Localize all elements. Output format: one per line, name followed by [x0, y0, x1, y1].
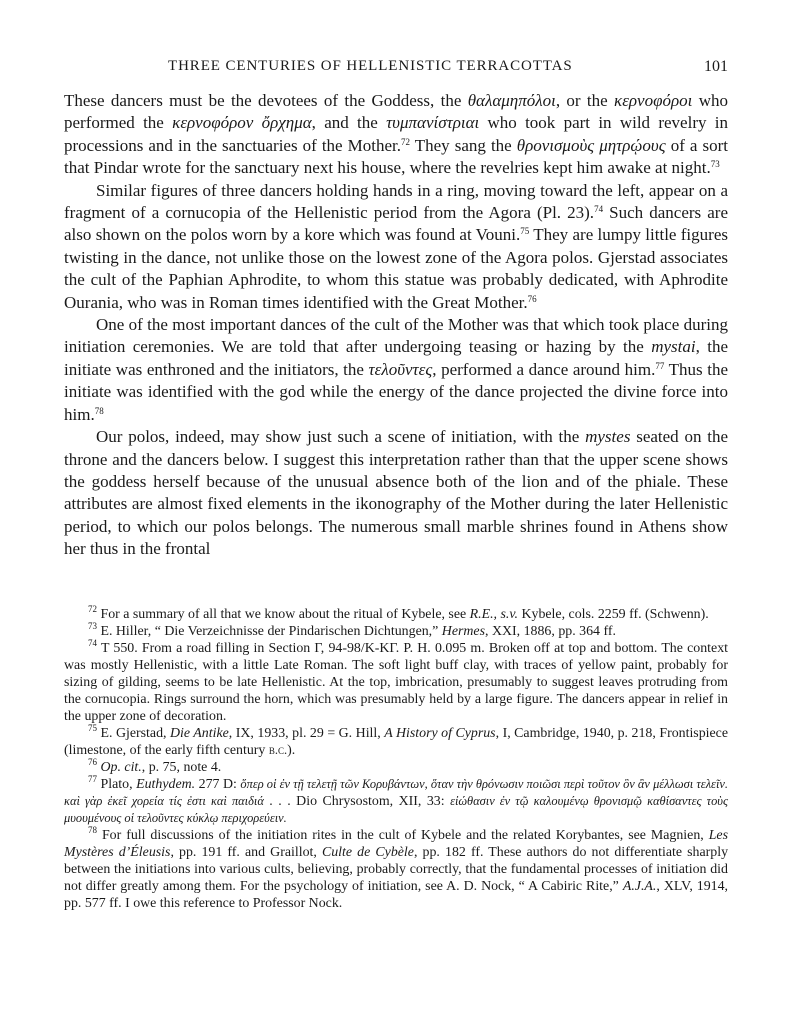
- footnote-number: 73: [88, 621, 97, 631]
- footnote-77: $^{77}$ Plato, Euthydem. 277 D: ὅπερ οἱ ἐν τῇ τελετῇ τῶν Κορυβάντων, ὅταν τὴν θρόνωσιν ποιῶσι περὶ τοῦτον ὃν ἂν μέλλωσι τελεῖν. καὶ γὰρ ἐκεῖ χορεία τίς ἐστι καὶ παιδιά . . . Dio Chrysostom, XII, 33: εἰώθασιν ἐν τῷ καλουμένῳ θρονισμῷ καθίσαντες τοὺς μυουμένους οἱ τελοῦντες κύκλῳ περιχορεύειν.: [64, 774, 728, 825]
- footnotes: [64, 606, 728, 912]
- footnote-ref[interactable]: 77: [655, 360, 665, 371]
- footnote-number: 72: [88, 604, 97, 614]
- footnote-number: 78: [88, 825, 97, 835]
- footnote-ref[interactable]: 76: [527, 293, 537, 304]
- footnote-ref[interactable]: 78: [94, 405, 104, 416]
- paragraph-2: Similar figures of three dancers holding hands in a ring, moving toward the left, appear on a fragment of a cornucopia of the Hellenistic period from the Agora (Pl. 23).$^{74}$ Such dancers are also shown on the polos worn by a kore which was found at Vouni.$^{75}$ They are lumpy little figures twisting in the dance, not unlike those on the lowest zone of the Agora polos. Gjerstad associates the cult of the Paphian Aphrodite, to whom this statue was probably dedicated, with Aphrodite Ourania, who was in Roman times identified with the Great Mother.$^{76}$: [64, 180, 729, 312]
- greek-quote: εἰώθασιν ἐν τῷ καλουμένῳ θρονισμῷ καθίσαντες τοὺς μυουμένους οἱ τελοῦντες κύκλῳ περιχορεύειν.: [64, 794, 728, 825]
- footnote-number: 74: [88, 638, 97, 648]
- running-header: [64, 58, 728, 80]
- greek-term: θρονισμοὺς μητρῴους: [516, 135, 666, 155]
- paragraph-3: One of the most important dances of the cult of the Mother was that which took place during initiation ceremonies. We are told that after undergoing teasing or hazing by the mystai, the initiate was enthroned and the initiators, the τελοῦντες, performed a dance around him.$^{77}$ Thus the initiate was identified with the god while the energy of the dance projected the divine force into him.$^{78}$: [64, 315, 728, 424]
- italic-term: mystai: [651, 337, 696, 357]
- greek-term: κερνοφόρον ὄρχημα: [172, 113, 312, 133]
- main-text: [64, 90, 728, 561]
- greek-term: θαλαμηπόλοι: [467, 91, 556, 110]
- footnote-74: $^{74}$ T 550. From a road filling in Section Γ, 94-98/Κ-ΚΓ. P. H. 0.095 m. Broken off at top and bottom. The context was mostly Hellenistic, with a little Late Roman. The soft light buff clay, with traces of yellow paint, probably for sizing of gilding, seems to be late Hellenistic. At the top, imbrication, presumably to suggest leaves protruding from the cornucopia. Rings surround the horn, which was presumably held by a large figure. The dancers appear in relief in the upper zone of decoration.: [64, 638, 728, 724]
- greek-term: τελοῦντες: [368, 359, 433, 379]
- footnote-ref[interactable]: 73: [710, 159, 720, 170]
- page-number: 101: [704, 58, 728, 75]
- greek-term: τυμπανίστριαι: [386, 113, 480, 133]
- greek-quote: ὅπερ οἱ ἐν τῇ τελετῇ τῶν Κορυβάντων, ὅταν τὴν θρόνωσιν ποιῶσι περὶ τοῦτον ὃν ἂν μέλλωσι τελεῖν. καὶ γὰρ ἐκεῖ χορεία τίς ἐστι καὶ παιδιά: [64, 777, 728, 808]
- footnote-73: $^{73}$ E. Hiller, “ Die Verzeichnisse der Pindarischen Dichtungen,” Hermes, XXI, 1886, pp. 364 ff.: [88, 621, 616, 639]
- footnote-78: $^{78}$ For full discussions of the initiation rites in the cult of Kybele and the related Korybantes, see Magnien, Les Mystères d’Éleusis, pp. 191 ff. and Graillot, Culte de Cybèle, pp. 182 ff. These authors do not differentiate sharply between the initiations into various cults, believing, probably correctly, that the fundamental processes of initiation did not differ greatly among them. For the psychology of initiation, see A. D. Nock, “ A Cabiric Rite,” A.J.A., XLV, 1914, pp. 577 ff. I owe this reference to Professor Nock.: [64, 825, 729, 911]
- footnote-number: 77: [88, 774, 97, 784]
- footnote-ref[interactable]: 72: [401, 136, 411, 147]
- footnote-number: 75: [88, 723, 97, 733]
- page: [64, 0, 728, 1024]
- greek-term: κερνοφόροι: [614, 91, 693, 110]
- footnote-72: $^{72}$ For a summary of all that we know about the ritual of Kybele, see R.E., s.v. Kybele, cols. 2259 ff. (Schwenn).: [88, 604, 709, 622]
- footnote-75: $^{75}$ E. Gjerstad, Die Antike, IX, 1933, pl. 29 = G. Hill, A History of Cyprus, I, Cambridge, 1940, p. 218, Frontispiece (limestone, of the early fifth century b.c.).: [64, 723, 729, 758]
- paragraph-1: These dancers must be the devotees of the Goddess, the θαλαμηπόλοι, or the κερνοφόροι who performed the κερνοφόρον ὄρχημα, and the τυμπανίστριαι who took part in wild revelry in processions and in the sanctuaries of the Mother.$^{72}$ They sang the θρονισμοὺς μητρῴους of a sort that Pindar wrote for the sanctuary next his house, where the revelries kept him awake at night.$^{73}$: [64, 91, 729, 178]
- footnote-ref[interactable]: 75: [520, 226, 530, 237]
- italic-term: mystes: [585, 427, 631, 447]
- footnote-76: $^{76}$ Op. cit., p. 75, note 4.: [88, 757, 222, 775]
- footnote-number: 76: [88, 757, 97, 767]
- paragraph-4: Our polos, indeed, may show just such a scene of initiation, with the mystes seated on the throne and the dancers below. I suggest this interpretation rather than that the upper scene shows the goddess herself because of the unusual absence both of the lion and of the phiale. These attributes are almost fixed elements in the ikonography of the Mother during the later Hellenistic period, to which our polos belongs. The numerous small marble shrines found in Athens show her thus in the frontal: [64, 427, 728, 559]
- footnote-ref[interactable]: 74: [594, 204, 604, 215]
- running-title: THREE CENTURIES OF HELLENISTIC TERRACOTTAS: [168, 58, 573, 74]
